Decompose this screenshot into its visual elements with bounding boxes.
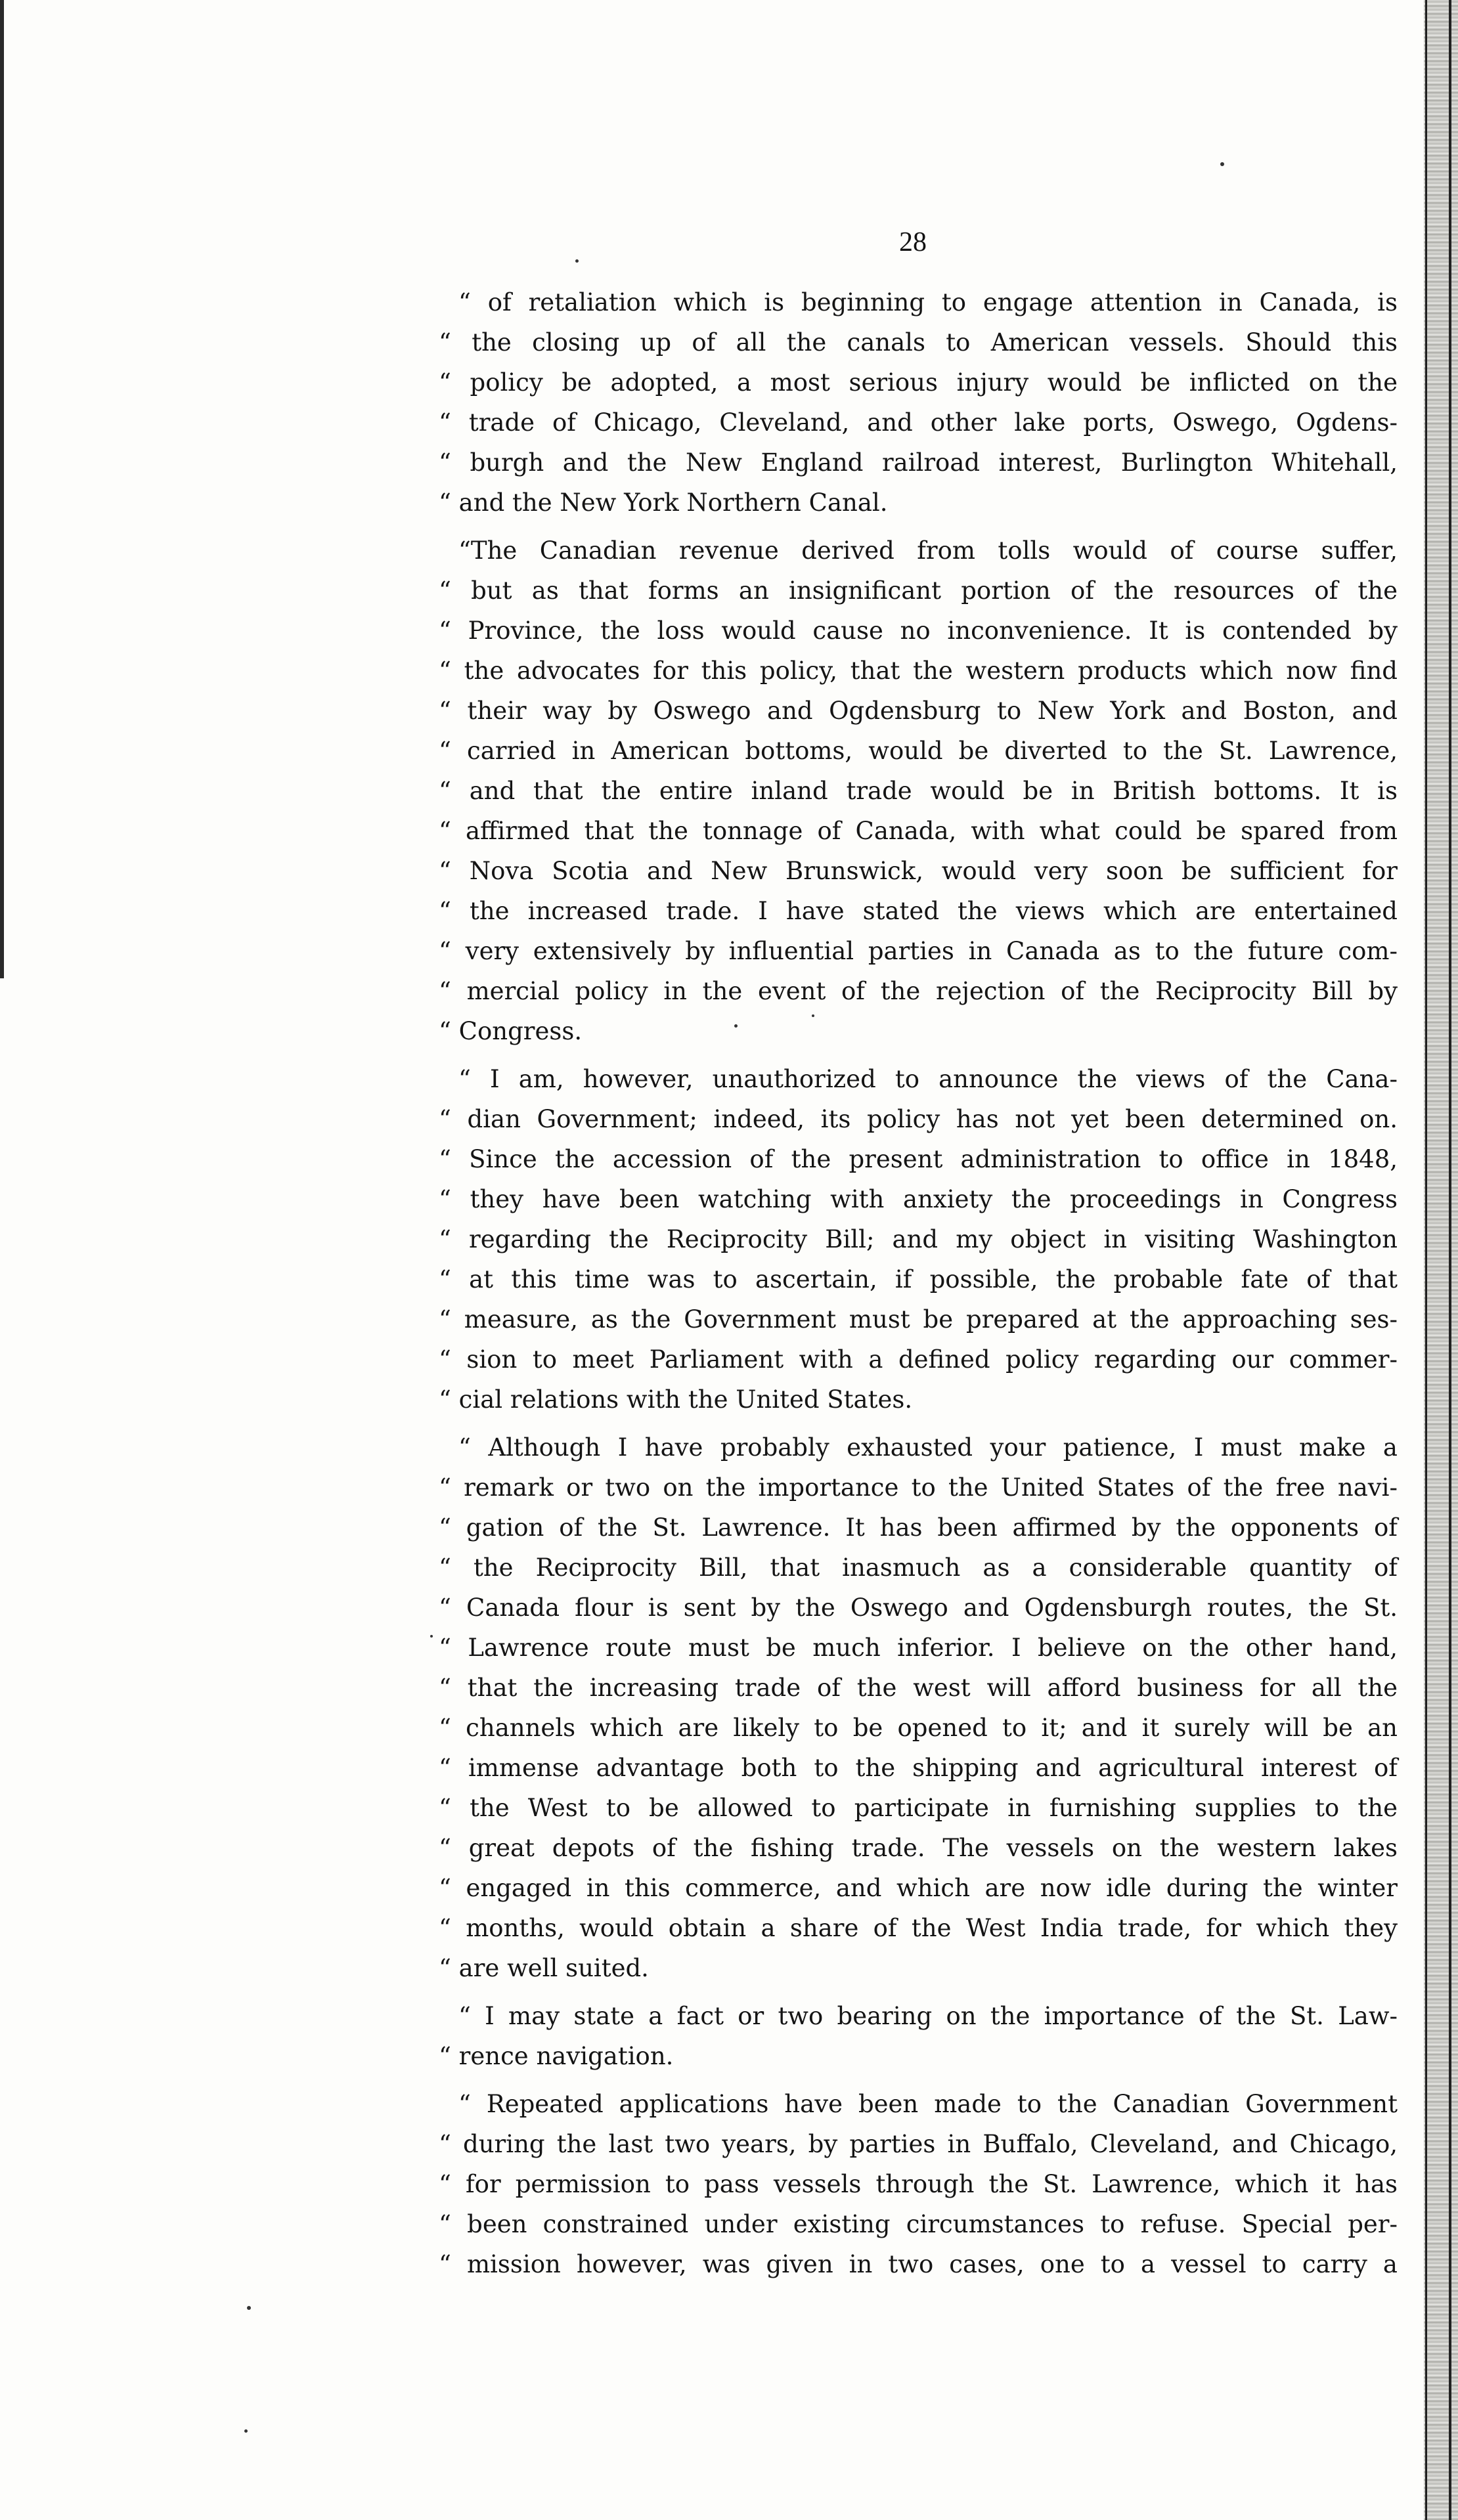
text-line: “ Congress. bbox=[439, 1017, 583, 1045]
text-line: “ and that the entire inland trade would be in British bottoms. It is bbox=[439, 777, 1398, 805]
text-line: “ trade of Chicago, Cleveland, and other lake ports, Oswego, Ogdens- bbox=[439, 408, 1398, 437]
text-line: “ during the last two years, by parties in Buffalo, Cleveland, and Chicago, bbox=[439, 2130, 1398, 2158]
text-line: “ and the New York Northern Canal. bbox=[439, 489, 888, 517]
binding-edge-line-outer bbox=[1449, 0, 1451, 2520]
text-line: “ are well suited. bbox=[439, 1954, 649, 1982]
text-line: “ the Reciprocity Bill, that inasmuch as a considerable quantity of bbox=[439, 1553, 1398, 1582]
page-left-edge-shadow bbox=[0, 0, 4, 978]
paragraph bbox=[439, 531, 1398, 1051]
text-line: “ remark or two on the importance to the United States of the free navi- bbox=[439, 1473, 1398, 1502]
text-line: “ the West to be allowed to participate in furnishing supplies to the bbox=[439, 1794, 1398, 1822]
text-line: “ Since the accession of the present administration to office in 1848, bbox=[439, 1145, 1398, 1173]
print-speck bbox=[244, 2429, 248, 2433]
text-line: “ I am, however, unauthorized to announce the views of the Cana- bbox=[458, 1065, 1398, 1093]
text-line: “ but as that forms an insignificant portion of the resources of the bbox=[439, 576, 1398, 605]
text-line: “ their way by Oswego and Ogdensburg to New York and Boston, and bbox=[439, 697, 1398, 725]
text-line: “ immense advantage both to the shipping and agricultural interest of bbox=[439, 1754, 1398, 1782]
paragraph bbox=[439, 1996, 1398, 2076]
text-line: “ been constrained under existing circumstances to refuse. Special per- bbox=[439, 2210, 1398, 2238]
paragraph bbox=[439, 2084, 1398, 2284]
text-line: “ the increased trade. I have stated the views which are entertained bbox=[439, 897, 1398, 925]
text-line: “ Although I have probably exhausted your patience, I must make a bbox=[458, 1433, 1398, 1462]
text-line: “ at this time was to ascertain, if possible, the probable fate of that bbox=[439, 1265, 1398, 1293]
text-line: “ of retaliation which is beginning to engage attention in Canada, is bbox=[458, 288, 1398, 316]
text-line: “ for permission to pass vessels through the St. Lawrence, which it has bbox=[439, 2170, 1398, 2198]
text-line: “ the advocates for this policy, that the western products which now find bbox=[439, 657, 1398, 685]
text-line: “ cial relations with the United States. bbox=[439, 1385, 913, 1414]
text-line: “ very extensively by influential parties in Canada as to the future com- bbox=[439, 937, 1398, 965]
text-line: “ carried in American bottoms, would be diverted to the St. Lawrence, bbox=[439, 737, 1398, 765]
text-line: “ Repeated applications have been made to the Canadian Government bbox=[458, 2090, 1398, 2118]
text-line: “ great depots of the fishing trade. The vessels on the western lakes bbox=[439, 1834, 1398, 1862]
binding-edge-line bbox=[1425, 0, 1427, 2520]
text-line: “ regarding the Reciprocity Bill; and my object in visiting Washington bbox=[439, 1225, 1398, 1253]
book-binding-edge bbox=[1424, 0, 1458, 2520]
text-line: “ that the increasing trade of the west will afford business for all the bbox=[439, 1674, 1398, 1702]
text-line: “ Nova Scotia and New Brunswick, would very soon be sufficient for bbox=[439, 857, 1398, 885]
page-number: 28 bbox=[899, 227, 927, 257]
text-line: “ I may state a fact or two bearing on the importance of the St. Law- bbox=[458, 2002, 1398, 2030]
print-speck bbox=[430, 1635, 433, 1638]
text-line: “ Canada flour is sent by the Oswego and Ogdensburgh routes, the St. bbox=[439, 1594, 1398, 1622]
text-line: “ sion to meet Parliament with a defined policy regarding our commer- bbox=[439, 1345, 1398, 1374]
text-line: “ dian Government; indeed, its policy has not yet been determined on. bbox=[439, 1105, 1398, 1133]
print-speck bbox=[812, 1014, 814, 1017]
text-line: “ engaged in this commerce, and which are now idle during the winter bbox=[439, 1874, 1398, 1902]
text-line: “ mercial policy in the event of the rejection of the Reciprocity Bill by bbox=[439, 977, 1398, 1005]
text-line: “ affirmed that the tonnage of Canada, with what could be spared from bbox=[439, 817, 1398, 845]
text-line: “ measure, as the Government must be prepared at the approaching ses- bbox=[439, 1305, 1398, 1334]
text-line: “ Lawrence route must be much inferior. I believe on the other hand, bbox=[439, 1634, 1398, 1662]
paragraph bbox=[439, 1059, 1398, 1420]
text-line: “ months, would obtain a share of the West India trade, for which they bbox=[439, 1914, 1398, 1942]
text-line: “ they have been watching with anxiety the proceedings in Congress bbox=[439, 1185, 1398, 1213]
text-line: “ Province, the loss would cause no inconvenience. It is contended by bbox=[439, 617, 1398, 645]
paragraph bbox=[439, 1427, 1398, 1988]
text-line: “ policy be adopted, a most serious injury would be inflicted on the bbox=[439, 368, 1398, 397]
paragraph bbox=[439, 282, 1398, 523]
text-line: “ the closing up of all the canals to American vessels. Should this bbox=[439, 328, 1398, 357]
print-speck bbox=[1220, 162, 1224, 166]
text-line: “ gation of the St. Lawrence. It has been affirmed by the opponents of bbox=[439, 1513, 1398, 1542]
text-line: “ mission however, was given in two cases, one to a vessel to carry a bbox=[439, 2250, 1398, 2278]
print-speck bbox=[734, 1024, 738, 1028]
print-speck bbox=[247, 2306, 251, 2310]
body-text bbox=[439, 282, 1398, 2292]
text-line: “ burgh and the New England railroad interest, Burlington Whitehall, bbox=[439, 448, 1398, 477]
text-line: “The Canadian revenue derived from tolls would of course suffer, bbox=[458, 536, 1398, 565]
text-line: “ rence navigation. bbox=[439, 2042, 674, 2070]
print-speck bbox=[575, 259, 579, 263]
text-line: “ channels which are likely to be opened to it; and it surely will be an bbox=[439, 1714, 1398, 1742]
